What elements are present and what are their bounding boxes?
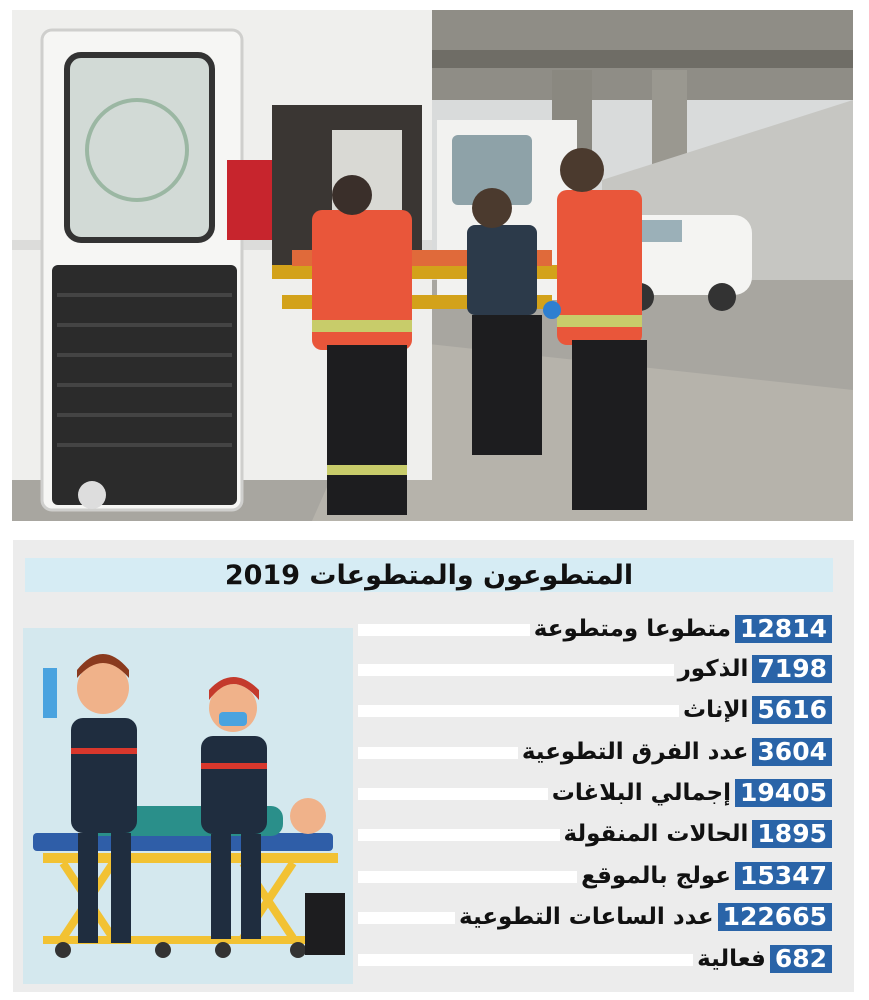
stat-row <box>358 654 832 684</box>
stat-line <box>679 695 832 725</box>
stat-value: 19405 <box>735 779 832 807</box>
stat-value: 15347 <box>735 862 832 890</box>
stat-label: الذكور <box>677 656 749 682</box>
stat-value: 5616 <box>752 696 832 724</box>
infographic-panel <box>13 540 854 992</box>
stat-row <box>358 695 832 725</box>
stat-value: 7198 <box>752 655 832 683</box>
title-bar <box>25 558 833 592</box>
ambulance-photo <box>12 10 853 521</box>
stat-row <box>358 778 832 808</box>
stat-label: عدد الساعات التطوعية <box>459 904 714 930</box>
stat-line <box>560 819 832 849</box>
stat-value: 3604 <box>752 738 832 766</box>
stat-row <box>358 737 832 767</box>
stat-label: إجمالي البلاغات <box>551 780 732 806</box>
stat-value: 682 <box>770 945 832 973</box>
stat-label: عدد الفرق التطوعية <box>521 739 749 765</box>
stat-label: عولج بالموقع <box>581 863 732 889</box>
stat-line <box>693 944 832 974</box>
stat-value: 1895 <box>752 820 832 848</box>
stat-row <box>358 902 832 932</box>
stat-line <box>577 861 832 891</box>
stat-value: 12814 <box>735 615 832 643</box>
stat-label: الإناث <box>683 697 749 723</box>
stat-row <box>358 614 832 644</box>
stat-line <box>455 902 832 932</box>
stat-row <box>358 819 832 849</box>
stat-label: متطوعا ومتطوعة <box>533 616 732 642</box>
stat-line <box>674 654 832 684</box>
paramedics-illustration <box>23 628 353 984</box>
stat-row <box>358 944 832 974</box>
stat-label: فعالية <box>697 946 766 972</box>
stat-line <box>548 778 832 808</box>
stat-label: الحالات المنقولة <box>563 821 749 847</box>
stat-line <box>530 614 832 644</box>
infographic-title: المتطوعون والمتطوعات 2019 <box>224 559 634 591</box>
stat-value: 122665 <box>718 903 832 931</box>
stat-row <box>358 861 832 891</box>
stat-line <box>518 737 832 767</box>
